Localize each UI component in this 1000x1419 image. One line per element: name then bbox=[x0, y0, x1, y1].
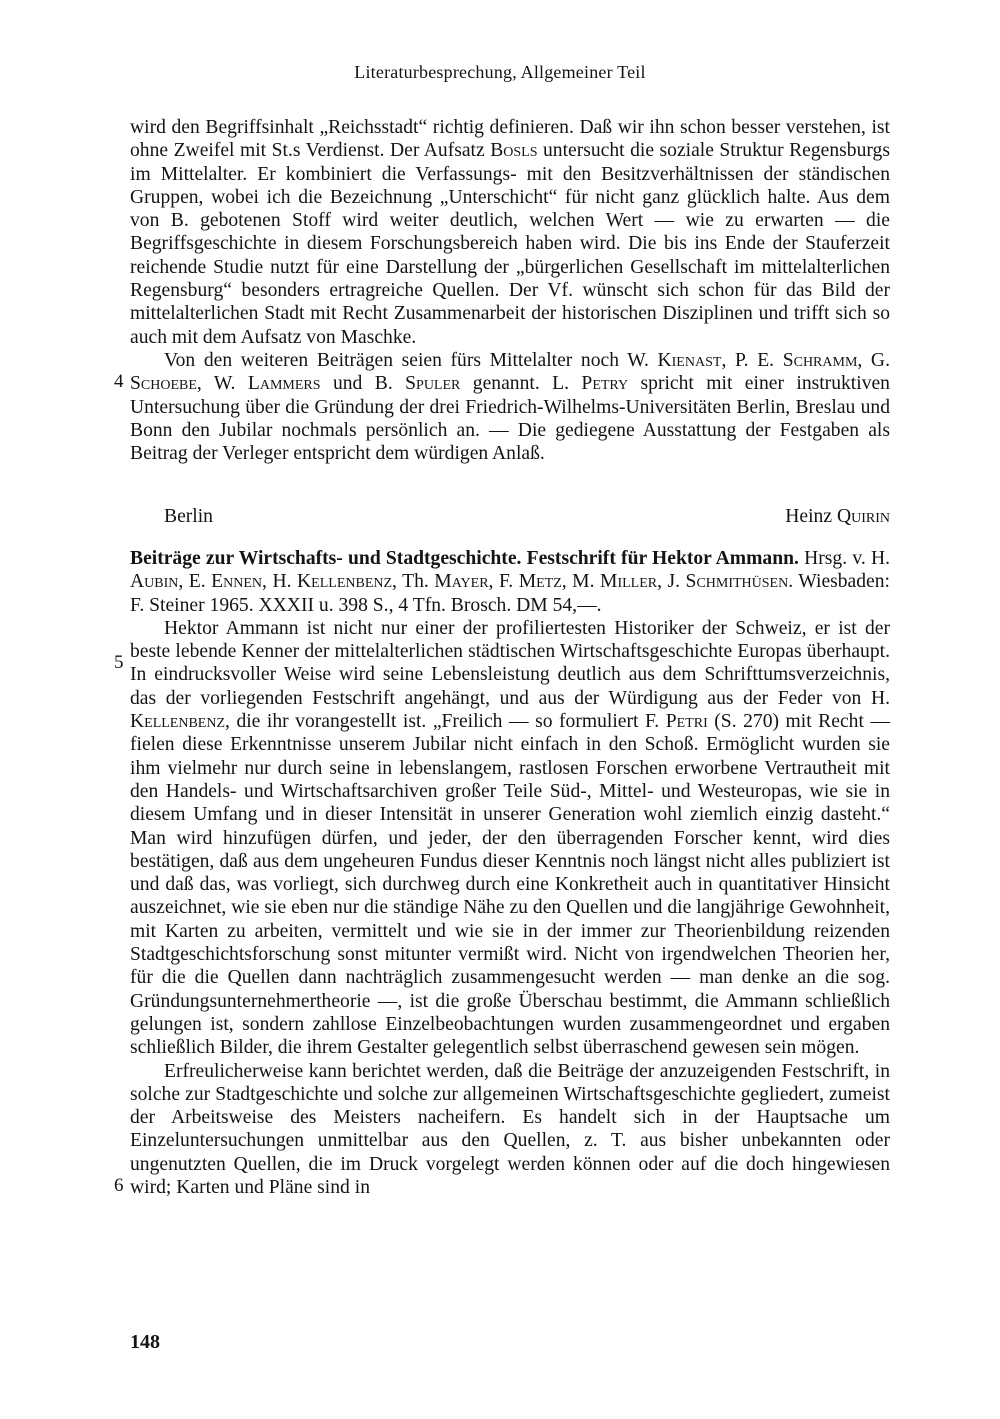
author-name: Lammers bbox=[247, 373, 321, 395]
review-1-text bbox=[130, 116, 890, 465]
signature-reviewer: Heinz Quirin bbox=[785, 506, 890, 527]
author-name: Schramm bbox=[782, 349, 858, 371]
author-name: Kellenbenz bbox=[130, 711, 226, 733]
page-number: 148 bbox=[130, 1331, 160, 1353]
editor-name: Miller bbox=[600, 571, 658, 593]
editor-name: Ennen bbox=[211, 571, 263, 593]
review-2-text bbox=[130, 547, 890, 1199]
review-1-continuation-paragraph: wird den Begriffsinhalt „Reichsstadt“ richtig definieren. Daß wir ihn schon besser verstehen, ist ohne Zweifel mit St.s Verdienst. Der Aufsatz Bosls untersucht die soziale Struktur Regensburgs im Mittelalter. Er kombiniert die Verfassungs- mit den Besitzverhältnissen der ständischen Gruppen, wobei ich die Bezeichnung „Unterschicht“ für nicht ganz glücklich halte. Aus dem von B. gebotenen Stoff wird weiter deutlich, welchen Wert — wie zu erwarten — die Begriffsgeschichte in diesem Forschungsbereich haben wird. Die bis ins Ende der Stauferzeit reichende Studie nutzt für eine Darstellung der „bürgerlichen Gesellschaft im mittelalterlichen Regensburg“ besonders ertragreiche Quellen. Der Vf. wünscht sich schon für das Bild der mittelalterlichen Stadt mit Recht Zusammenarbeit der historischen Disziplinen und trifft sich so auch mit dem Aufsatz von Maschke. bbox=[130, 117, 890, 348]
signature-place: Berlin bbox=[164, 506, 213, 527]
author-name: Kienast bbox=[657, 349, 722, 371]
review-2-bibliographic-entry: Beiträge zur Wirtschafts- und Stadtgeschichte. Festschrift für Hektor Ammann. Hrsg. v. H. Aubin, E. Ennen, H. Kellenbenz, Th. Mayer, F. Metz, M. Miller, J. Schmithüsen. Wiesbaden: F. Steiner 1965. XXXII u. 398 S., 4 Tfn. Brosch. DM 54,—. bbox=[130, 548, 890, 616]
author-name: Spuler bbox=[405, 373, 461, 395]
editor-name: Aubin bbox=[130, 571, 179, 593]
margin-paragraph-number: 4 bbox=[114, 371, 124, 392]
review-2-title: Beiträge zur Wirtschafts- und Stadtgeschichte. Festschrift für Hektor Ammann. bbox=[130, 548, 799, 569]
margin-paragraph-number: 5 bbox=[114, 652, 124, 673]
author-name: Petri bbox=[665, 711, 708, 733]
editor-name: Schmithüsen bbox=[685, 571, 789, 593]
review-2-paragraph-6: Erfreulicherweise kann berichtet werden, daß die Beiträge der anzuzeigenden Festschrift, in solche zur Stadtgeschichte und solche zur allgemeinen Wirtschaftsgeschichte gegliedert, zumeist der Arbeitsweise des Meisters nacheifern. Es handelt sich in der Hauptsache um Einzeluntersuchungen unmittelbar aus den Quellen, z. T. aus bisher unbekannten oder ungenutzten Quellen, die im Druck vorgelegt werden können oder auf die doch hingewiesen wird; Karten und Pläne sind in bbox=[130, 1060, 890, 1199]
editor-name: Kellenbenz bbox=[297, 571, 393, 593]
author-name: Petry bbox=[581, 373, 629, 395]
review-2-paragraph-5: Hektor Ammann ist nicht nur einer der profiliertesten Historiker der Schweiz, er ist der beste lebende Kenner der mittelalterlichen städtischen Wirtschaftsgeschichte Europas überhaupt. In eindrucksvoller Weise wird seine Lebensleistung deutlich aus dem Schrifttumsverzeichnis, das der vorliegenden Festschrift angehängt, und aus der Würdigung aus der Feder von H. Kellenbenz, die ihr vorangestellt ist. „Freilich — so formuliert F. Petri (S. 270) mit Recht — fielen diese Erkenntnisse unserem Jubilar nicht einfach in den Schoß. Ermöglicht wurden sie ihm vielmehr nur durch seine in lebenslangem, rastlosen Forschen erworbene Vertrautheit mit den Handels- und Wirtschaftsarchiven großer Teile Süd-, Mittel- und Westeuropas, wie sie in diesem Umfang und in dieser Intensität in unserer Generation wohl ziemlich einzig dasteht.“ Man wird hinzufügen dürfen, und jeder, der den überragenden Forscher kennt, wird dies bestätigen, daß aus dem ungeheuren Fundus dieser Kenntnis noch längst nicht alles publiziert ist und daß das, was vorliegt, sich durchweg durch eine Konkretheit auch in quantitativer Hinsicht auszeichnet, wie sie eben nur die ständige Nähe zu den Quellen und die langjährige Gewohnheit, mit Karten zu arbeiten, vermittelt und wie sie in der immer zur Theorienbildung reizenden Stadtgeschichtsforschung sonst mitunter vermißt wird. Nicht von irgendwelchen Theorien her, für die die Quellen dann nachträglich zusammengesucht werden — man denke an die sog. Gründungsunternehmertheorie —, ist die große Überschau bestimmt, die Ammann schließlich gelungen ist, sondern zahllose Einzelbeobachtungen wurden zusammengeordnet und ergaben schließlich Bilder, die ihrem Gestalter gelegentlich selbst überraschend gewesen sein mögen. bbox=[130, 617, 890, 1059]
author-name: Bosls bbox=[490, 140, 538, 162]
running-head: Literaturbesprechung, Allgemeiner Teil bbox=[354, 62, 646, 82]
editor-name: Metz bbox=[518, 571, 562, 593]
editor-name: Mayer bbox=[434, 571, 489, 593]
review-1-closing-paragraph: Von den weiteren Beiträgen seien fürs Mittelalter noch W. Kienast, P. E. Schramm, G. Schoebe, W. Lammers und B. Spuler genannt. L. Petry spricht mit einer instruktiven Untersuchung über die Gründung der drei Friedrich-Wilhelms-Universitäten Berlin, Breslau und Bonn den Jubilar nochmals persönlich an. — Die gediegene Ausstattung der Festgaben als Beitrag der Verleger entspricht dem würdigen Anlaß. bbox=[130, 349, 890, 465]
author-name: Schoebe bbox=[130, 373, 197, 395]
margin-paragraph-number: 6 bbox=[114, 1175, 124, 1196]
